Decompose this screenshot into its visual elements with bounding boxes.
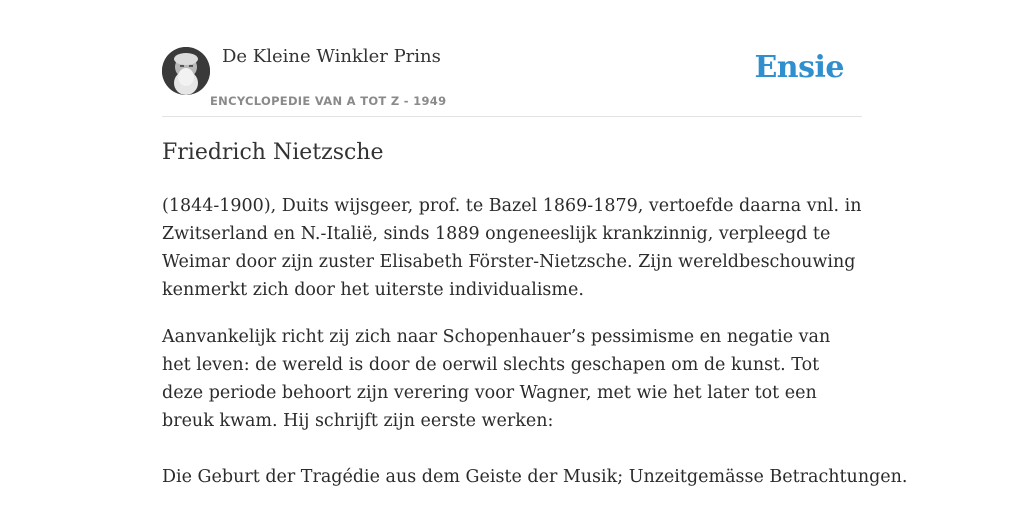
article-title: Friedrich Nietzsche	[162, 140, 384, 165]
book-subtitle: ENCYCLOPEDIE VAN A TOT Z - 1949	[210, 94, 447, 108]
site-header	[162, 0, 862, 117]
book-title-link[interactable]: De Kleine Winkler Prins	[222, 46, 441, 67]
ensie-logo[interactable]: Ensie	[754, 50, 844, 85]
article-paragraph: Die Geburt der Tragédie aus dem Geiste der Musik; Unzeitgemässe Betrachtungen.	[162, 467, 908, 487]
article-paragraph: Aanvankelijk richt zij zich naar Schopenhauer’s pessimisme en negatie van het leven: de wereld is door de oerwil slechts geschapen om de kunst. Tot deze periode behoort zijn verering voor Wagner, met wie het later tot een breuk kwam. Hij schrijft zijn eerste werken:	[162, 327, 831, 431]
page	[162, 0, 908, 512]
portrait-image	[162, 47, 210, 95]
article-paragraph: (1844-1900), Duits wijsgeer, prof. te Bazel 1869-1879, vertoefde daarna vnl. in Zwitserland en N.-Italië, sinds 1889 ongeneeslijk krankzinnig, verpleegd te Weimar door zijn zuster Elisabeth Förster-Nietzsche. Zijn wereldbeschouwing kenmerkt zich door het uiterste individualisme.	[162, 196, 862, 300]
author-avatar[interactable]	[162, 47, 210, 95]
